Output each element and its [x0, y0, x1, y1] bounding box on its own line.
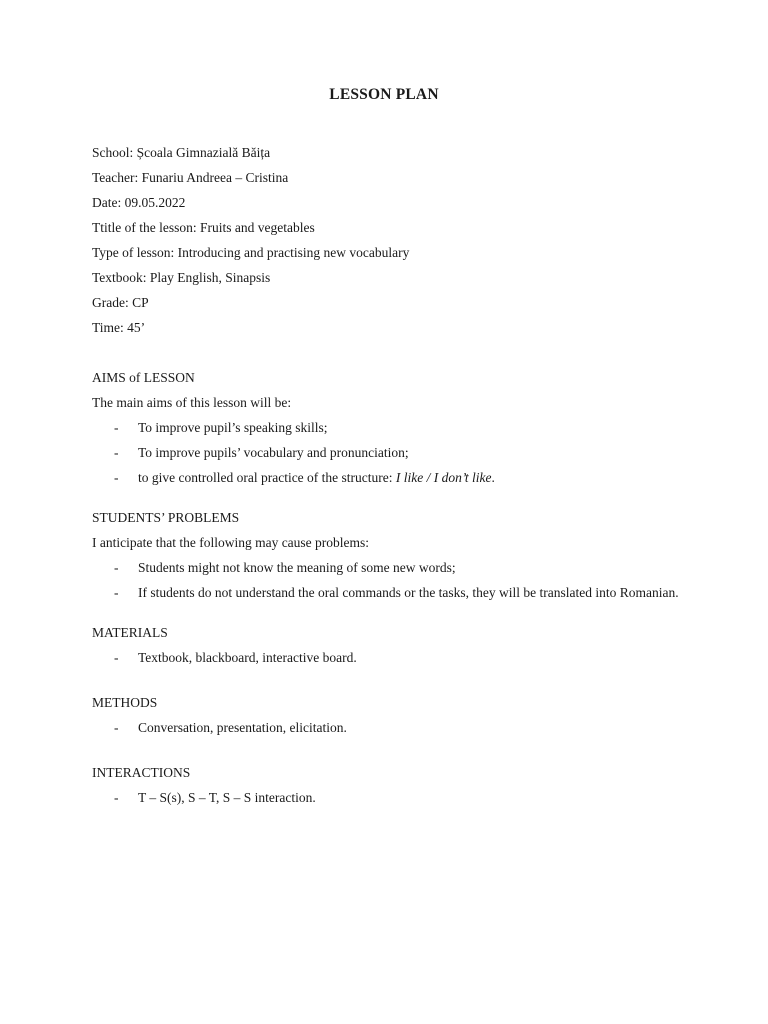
list-item: [92, 718, 702, 738]
grade-line: Grade: CP: [92, 295, 149, 310]
list-item-text: to give controlled oral practice of the structure:: [138, 470, 396, 485]
bullet-dash: -: [114, 470, 119, 485]
teacher-line: Teacher: Funariu Andreea – Cristina: [92, 170, 289, 185]
bullet-dash: -: [114, 720, 119, 735]
list-item: [92, 583, 702, 603]
methods-heading: METHODS: [92, 695, 158, 710]
list-item: [92, 468, 702, 488]
materials-list: [92, 648, 702, 668]
aims-heading: AIMS of LESSON: [92, 370, 195, 385]
problems-list: [92, 558, 702, 603]
document-title: LESSON PLAN: [329, 86, 439, 103]
methods-list: [92, 718, 702, 738]
aims-intro: The main aims of this lesson will be:: [92, 395, 292, 410]
bullet-dash: -: [114, 560, 119, 575]
list-item: [92, 648, 702, 668]
school-line: School: Școala Gimnazială Băița: [92, 145, 271, 160]
list-item: [92, 443, 702, 463]
interactions-heading: INTERACTIONS: [92, 765, 191, 780]
structure-italic: I like / I don’t like: [395, 470, 492, 485]
list-item-text: T – S(s), S – T, S – S interaction.: [138, 790, 316, 805]
bullet-dash: -: [114, 790, 119, 805]
list-item-suffix: .: [491, 470, 495, 485]
bullet-dash: -: [114, 420, 119, 435]
list-item-text: Textbook, blackboard, interactive board.: [138, 650, 357, 665]
problems-heading: STUDENTS’ PROBLEMS: [92, 510, 240, 525]
list-item: [92, 418, 702, 438]
date-line: Date: 09.05.2022: [92, 195, 186, 210]
materials-heading: MATERIALS: [92, 625, 168, 640]
bullet-dash: -: [114, 445, 119, 460]
list-item: [92, 558, 702, 578]
bullet-dash: -: [114, 585, 119, 600]
list-item-text: Students might not know the meaning of some new words;: [138, 560, 456, 575]
list-item: [92, 788, 702, 808]
document-body: [92, 143, 702, 813]
problems-intro: I anticipate that the following may cause problems:: [92, 535, 370, 550]
list-item-text: If students do not understand the oral commands or the tasks, they will be translated into Romanian.: [138, 585, 679, 600]
bullet-dash: -: [114, 650, 119, 665]
lesson-type-line: Type of lesson: Introducing and practising new vocabulary: [92, 245, 410, 260]
time-line: Time: 45’: [92, 320, 146, 335]
lesson-title-line: Ttitle of the lesson: Fruits and vegetables: [92, 220, 315, 235]
list-item-text: Conversation, presentation, elicitation.: [138, 720, 347, 735]
textbook-line: Textbook: Play English, Sinapsis: [92, 270, 271, 285]
list-item-text: To improve pupils’ vocabulary and pronunciation;: [138, 445, 409, 460]
aims-list: [92, 418, 702, 488]
interactions-list: [92, 788, 702, 808]
list-item-text: To improve pupil’s speaking skills;: [138, 420, 328, 435]
